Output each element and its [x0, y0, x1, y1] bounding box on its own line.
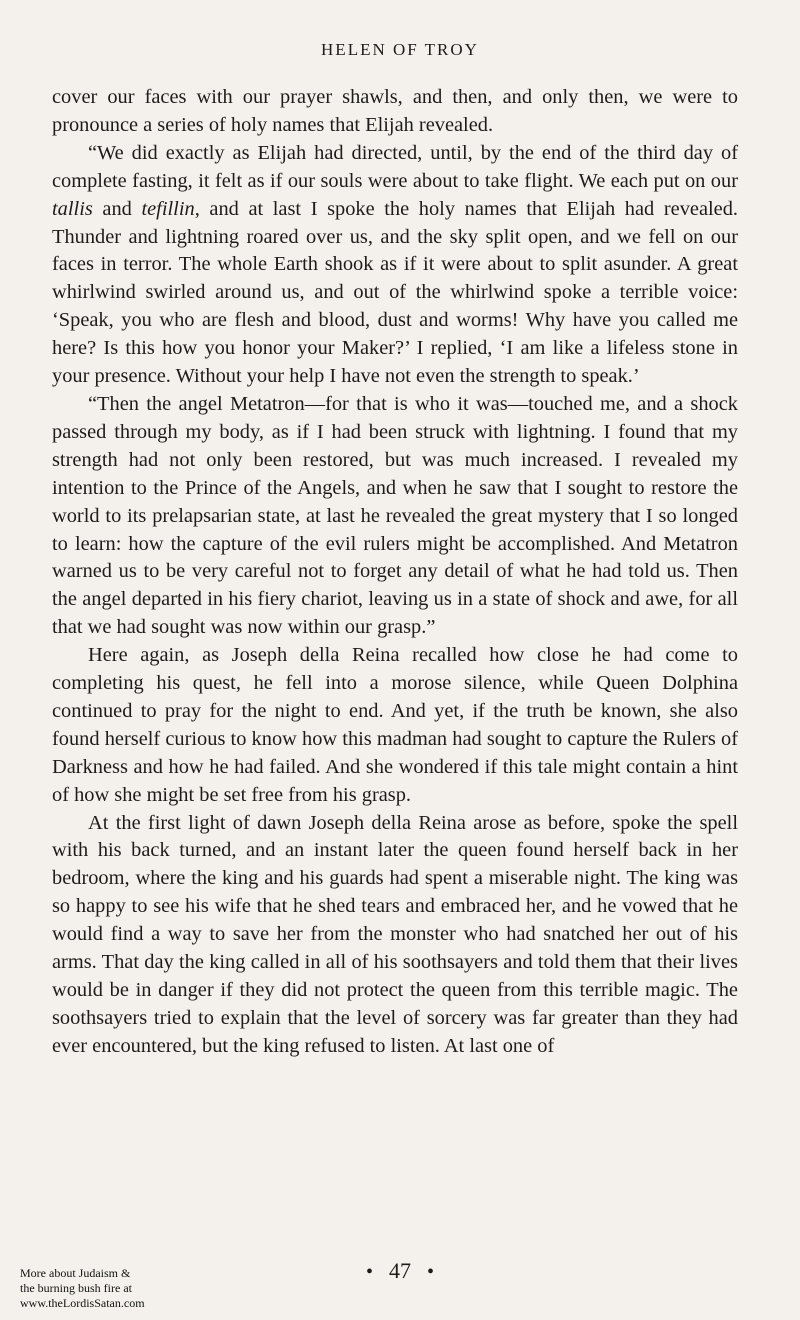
watermark-line: More about Judaism &: [20, 1266, 131, 1280]
watermark-url[interactable]: www.theLordisSatan.com: [20, 1296, 145, 1310]
paragraph: “We did exactly as Elijah had directed, until, by the end of the third day of complete fasting, it felt as if our souls were about to take flight. We each put on our tallis and tefillin, and at last I spoke the holy names that Elijah had revealed. Thunder and lightning roared over us, and the sky split open, and we fell on our faces in terror. The whole Earth shook as if it were about to split asunder. A great whirlwind swirled around us, and out of the whirlwind spoke a terrible voice: ‘Speak, you who are flesh and blood, dust and worms! Why have you called me here? Is this how you honor your Maker?’ I replied, ‘I am like a lifeless stone in your presence. Without your help I have not even the strength to speak.’: [52, 141, 738, 388]
watermark-line: the burning bush fire at: [20, 1281, 132, 1295]
page-number: 47: [389, 1258, 411, 1283]
paragraph: cover our faces with our prayer shawls, and then, and only then, we were to pronounce a series of holy names that Elijah revealed.: [52, 86, 738, 136]
watermark-note: [20, 1266, 145, 1311]
running-head: HELEN OF TROY: [321, 40, 479, 59]
paragraph: Here again, as Joseph della Reina recalled how close he had come to completing his quest, he fell into a morose silence, while Queen Dolphina continued to pray for the night to end. And yet, if the truth be known, she also found herself curious to know how this madman had sought to capture the Rulers of Darkness and how he had failed. And she wondered if this tale might contain a hint of how she might be set free from his grasp.: [52, 644, 738, 806]
bullet-right: •: [427, 1261, 435, 1283]
paragraph: At the first light of dawn Joseph della Reina arose as before, spoke the spell with his back turned, and an instant later the queen found herself back in her bedroom, where the king and his guards had spent a miserable night. The king was so happy to see his wife that he shed tears and embraced her, and he vowed that he would find a way to save her from the monster who had snatched her out of his arms. That day the king called in all of his soothsayers and told them that their lives would be in danger if they did not protect the queen from this terrible magic. The soothsayers tried to explain that the level of sorcery was far greater than they had ever encountered, but the king refused to listen. At last one of: [52, 811, 738, 1057]
paragraph: “Then the angel Metatron—for that is who it was—touched me, and a shock passed through my body, as if I had been struck with lightning. I found that my strength had not only been restored, but was much increased. I revealed my intention to the Prince of the Angels, and when he saw that I sought to restore the world to its prelapsarian state, at last he revealed the great mystery that I so longed to learn: how the capture of the evil rulers might be accomplished. And Metatron warned us to be very careful not to forget any detail of what he had told us. Then the angel departed in his fiery chariot, leaving us in a state of shock and awe, for all that we had sought was now within our grasp.”: [52, 392, 738, 639]
bullet-left: •: [365, 1261, 373, 1283]
body-text: [52, 84, 738, 1061]
